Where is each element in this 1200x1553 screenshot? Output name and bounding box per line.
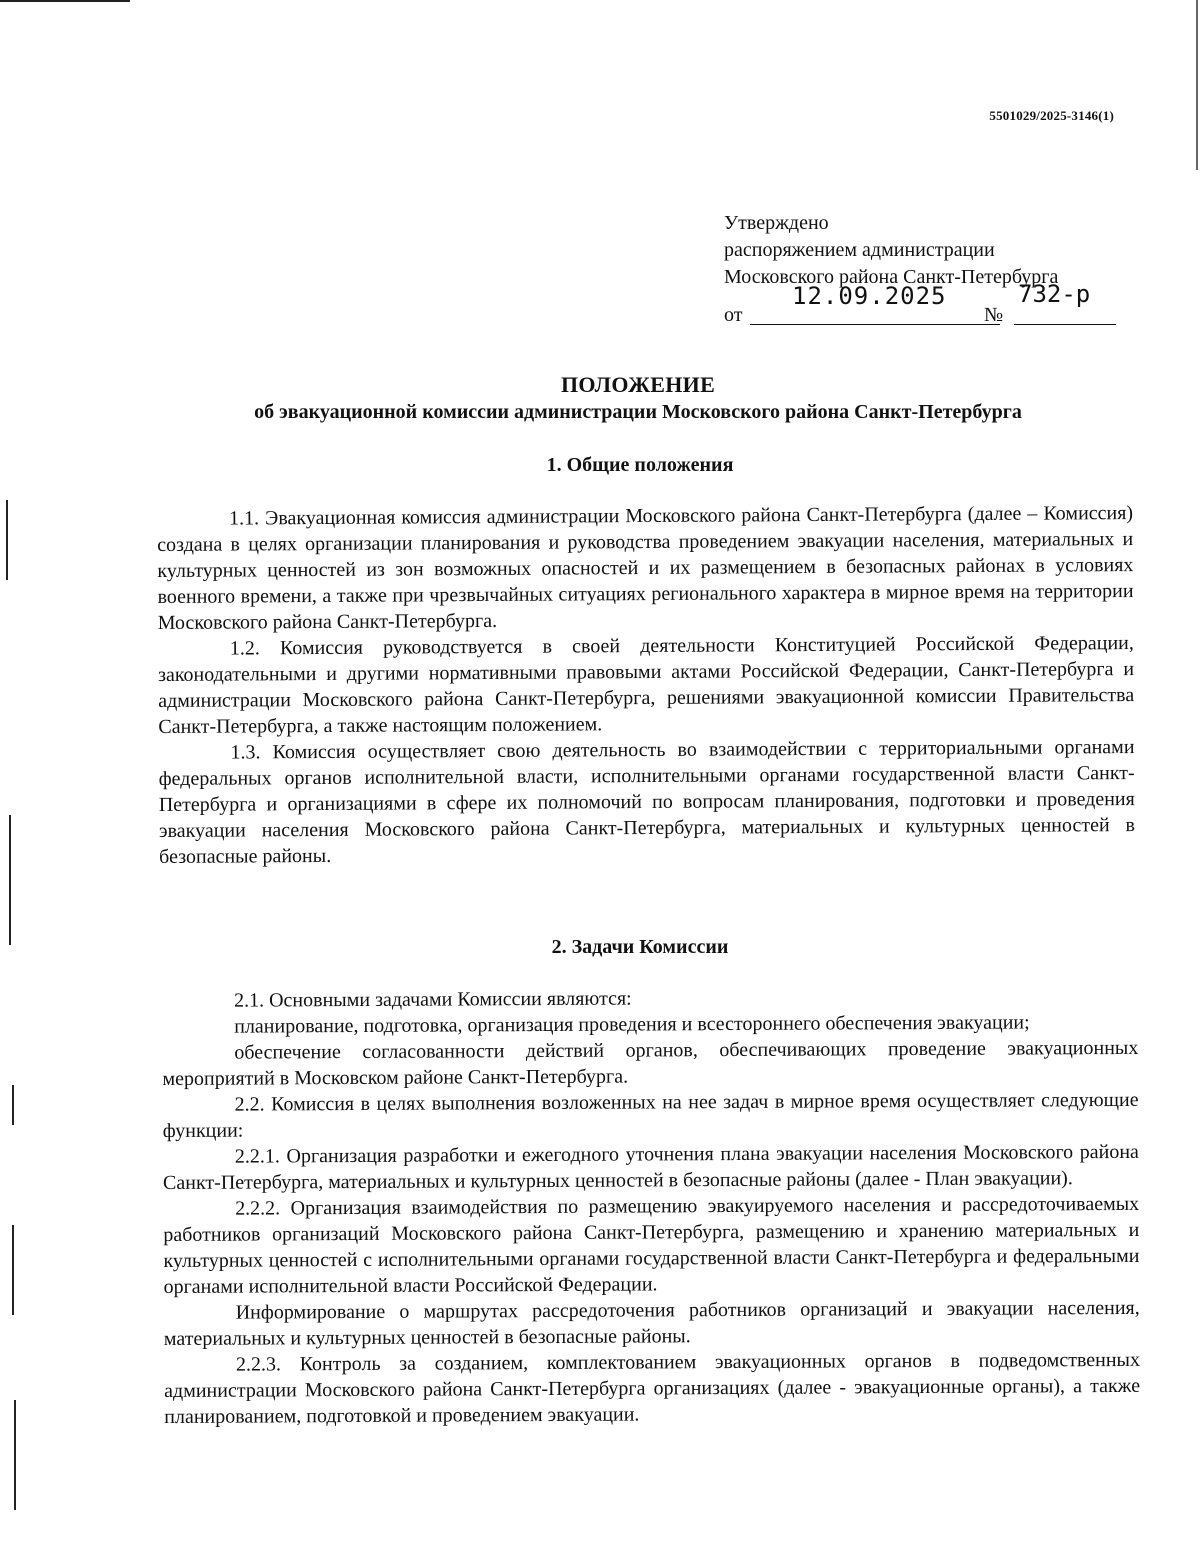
paragraph-2-1-b: обеспечение согласованности действий органов, обеспечивающих проведение эвакуационных мероприятий в Московском районе Санкт-Петербурга. (162, 1036, 1139, 1090)
number-value: 732-р (1018, 280, 1091, 308)
approval-date-number (724, 280, 1124, 328)
section-heading-tasks: 2. Задачи Комиссии (551, 936, 729, 958)
section-heading-general: 1. Общие положения (546, 454, 734, 476)
paragraph-1-3: 1.3. Комиссия осуществляет свою деятельность во взаимодействии с территориальными органами федеральных органов исполнительной власти, исполнительными органами государственной власти Санкт-Петербурга и организациями в сфере их полномочий по вопросам планирования, подготовки и проведения эвакуации населения Московского района Санкт-Петербурга, материальных и культурных ценностей в безопасные районы. (158, 736, 1136, 868)
scan-edge-mark-left-2 (9, 815, 11, 945)
number-label: № (984, 304, 1004, 326)
number-field (1014, 280, 1116, 325)
paragraph-2-2-2: 2.2.2. Организация взаимодействия по размещению эвакуируемого населения и рассредоточиваемых работников организаций Московского района Санкт-Петербурга, размещению и хранению материальных и культурных ценностей с исполнительными органами государственной власти Санкт-Петербурга и федеральными органами исполнительной власти Российской Федерации. (163, 1192, 1140, 1298)
paragraph-1-1: 1.1. Эвакуационная комиссия администрации Московского района Санкт-Петербурга (далее – Комиссия) создана в целях организации планирования и руководства проведением эвакуации населения, материальных и культурных ценностей из зон возможных опасностей и их размещением в безопасных районах в условиях военного времени, а также при чрезвычайных ситуациях регионального характера в мирное время на территории Московского района Санкт-Петербурга. (157, 502, 1134, 634)
approval-block (724, 210, 1058, 291)
date-label: от (724, 304, 743, 326)
scan-edge-mark-top (0, 0, 130, 2)
date-field (750, 282, 1000, 325)
paragraph-2-1: 2.1. Основными задачами Комиссии являются: (234, 987, 632, 1012)
approval-line-approved: Утверждено (724, 212, 829, 234)
approval-line-district: Московского района Санкт-Петербурга (724, 266, 1059, 288)
section-tasks-body (162, 983, 1140, 1430)
paragraph-2-2-3: 2.2.3. Контроль за созданием, комплектованием эвакуационных органов в подведомственных администрации Московского района Санкт-Петербурга организациях (далее - эвакуационные органы), а также планированием, подготовкой и проведением эвакуации. (164, 1348, 1141, 1428)
section-general-body (157, 500, 1135, 870)
scan-edge-mark-left-5 (14, 1400, 16, 1510)
document-registration-code: 5501029/2025-3146(1) (989, 108, 1114, 123)
paragraph-2-2-1: 2.2.1. Организация разработки и ежегодного уточнения плана эвакуации населения Московского района Санкт-Петербурга, материальных и культурных ценностей в безопасные районы (далее - План эвакуации). (162, 1140, 1139, 1194)
scan-edge-mark-left-1 (6, 500, 8, 580)
paragraph-2-2: 2.2. Комиссия в целях выполнения возложенных на нее задач в мирное время осуществляет следующие функции: (162, 1088, 1139, 1142)
paragraph-2-2-2-b: Информирование о маршрутах рассредоточения работников организаций и эвакуации населения, материальных и культурных ценностей в безопасные районы. (163, 1296, 1140, 1350)
paragraph-1-2: 1.2. Комиссия руководствуется в своей деятельности Конституцией Российской Федерации, законодательными и другими нормативными правовыми актами Российской Федерации, Санкт-Петербурга и администрации Московского района Санкт-Петербурга, решениями эвакуационной комиссии Правительства Санкт-Петербурга, а также настоящим положением. (157, 632, 1135, 738)
approval-line-order: распоряжением администрации (724, 239, 995, 261)
scan-edge-mark-left-3 (12, 1085, 14, 1125)
scan-edge-mark-left-4 (12, 1225, 14, 1315)
document-subtitle: об эвакуационной комиссии администрации Московского района Санкт-Петербурга (254, 401, 1022, 423)
scan-edge-mark-right (1196, 0, 1198, 170)
paragraph-2-1-a: планирование, подготовка, организация проведения и всестороннего обеспечения эвакуации; (234, 1011, 1030, 1038)
date-value: 12.09.2025 (792, 282, 947, 310)
document-title: ПОЛОЖЕНИЕ (560, 372, 716, 397)
